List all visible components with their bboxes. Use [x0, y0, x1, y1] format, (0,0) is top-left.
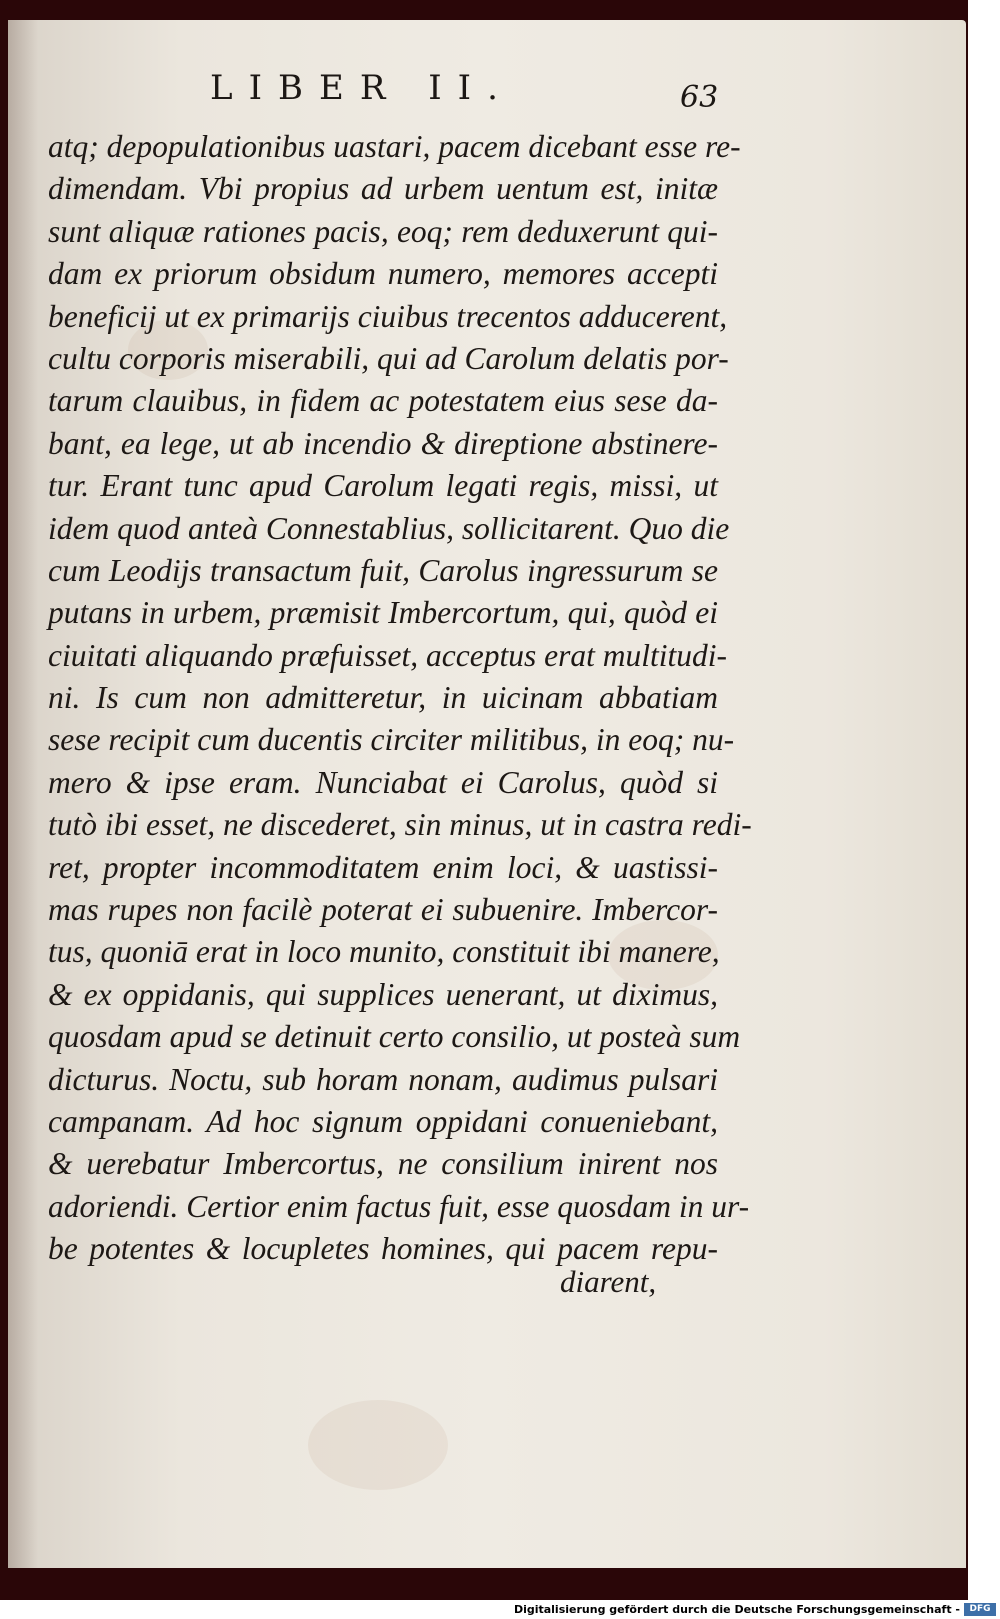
catchword: diarent, [560, 1264, 657, 1299]
text-line: tus, quoniā erat in loco munito, constituit ibi manere, [48, 934, 720, 970]
text-line: mero & ipse eram. Nunciabat ei Carolus, quòd si [48, 764, 718, 800]
text-line: atq; depopulationibus uastari, pacem dicebant esse re- [48, 129, 741, 164]
text-line: & ex oppidanis, qui supplices uenerant, ut diximus, [48, 976, 718, 1012]
text-line: ni. Is cum non admitteretur, in uicinam abbatiam [48, 680, 718, 716]
running-title: LIBER II. [210, 68, 514, 108]
dfg-logo-icon: DFG [964, 1603, 996, 1616]
text-line: & uerebatur Imbercortus, ne consilium inirent nos [48, 1146, 718, 1182]
text-line: dicturus. Noctu, sub horam nonam, audimus pulsari [48, 1061, 718, 1097]
text-line: putans in urbem, præmisit Imbercortum, qui, quòd ei [48, 595, 718, 631]
spine-shadow [8, 20, 38, 1568]
text-line: beneficij ut ex primarijs ciuibus trecentos adducerent, [48, 298, 728, 334]
text-line: tur. Erant tunc apud Carolum legati regis, missi, ut [48, 468, 718, 504]
text-line: ciuitati aliquando præfuisset, acceptus erat multitudi- [48, 637, 727, 673]
foxing-stain [308, 1400, 448, 1490]
text-line: adoriendi. Certior enim factus fuit, esse quosdam in ur- [48, 1188, 750, 1224]
text-line: sese recipit cum ducentis circiter militibus, in eoq; nu- [48, 722, 735, 758]
text-line: tarum clauibus, in fidem ac potestatem eius sese da- [48, 383, 718, 419]
body-text [48, 126, 752, 1271]
text-line: dimendam. Vbi propius ad urbem uentum est, initæ [48, 171, 718, 207]
digitization-credit: Digitalisierung gefördert durch die Deutsche Forschungsgemeinschaft - [513, 1603, 960, 1616]
text-line: cum Leodijs transactum fuit, Carolus ingressurum se [48, 552, 718, 588]
text-line: campanam. Ad hoc signum oppidani conueniebant, [48, 1103, 718, 1139]
text-line: be potentes & locupletes homines, qui pacem repu- [48, 1231, 718, 1267]
text-line: bant, ea lege, ut ab incendio & direptione abstinere- [48, 425, 718, 461]
text-line: ret, propter incommoditatem enim loci, & uastissi- [48, 849, 718, 885]
text-line: tutò ibi esset, ne discederet, sin minus, ut in castra redi- [48, 807, 752, 843]
text-line: idem quod anteà Connestablius, sollicitarent. Quo die [48, 510, 730, 546]
text-line: quosdam apud se detinuit certo consilio, ut posteà sum [48, 1019, 741, 1055]
text-line: dam ex priorum obsidum numero, memores accepti [48, 256, 718, 292]
text-line: cultu corporis miserabili, qui ad Carolum delatis por- [48, 340, 729, 376]
text-line: sunt aliquæ rationes pacis, eoq; rem deduxerunt qui- [48, 213, 718, 249]
text-line: mas rupes non facilè poterat ei subuenire. Imbercor- [48, 892, 718, 928]
page-number: 63 [680, 80, 719, 115]
